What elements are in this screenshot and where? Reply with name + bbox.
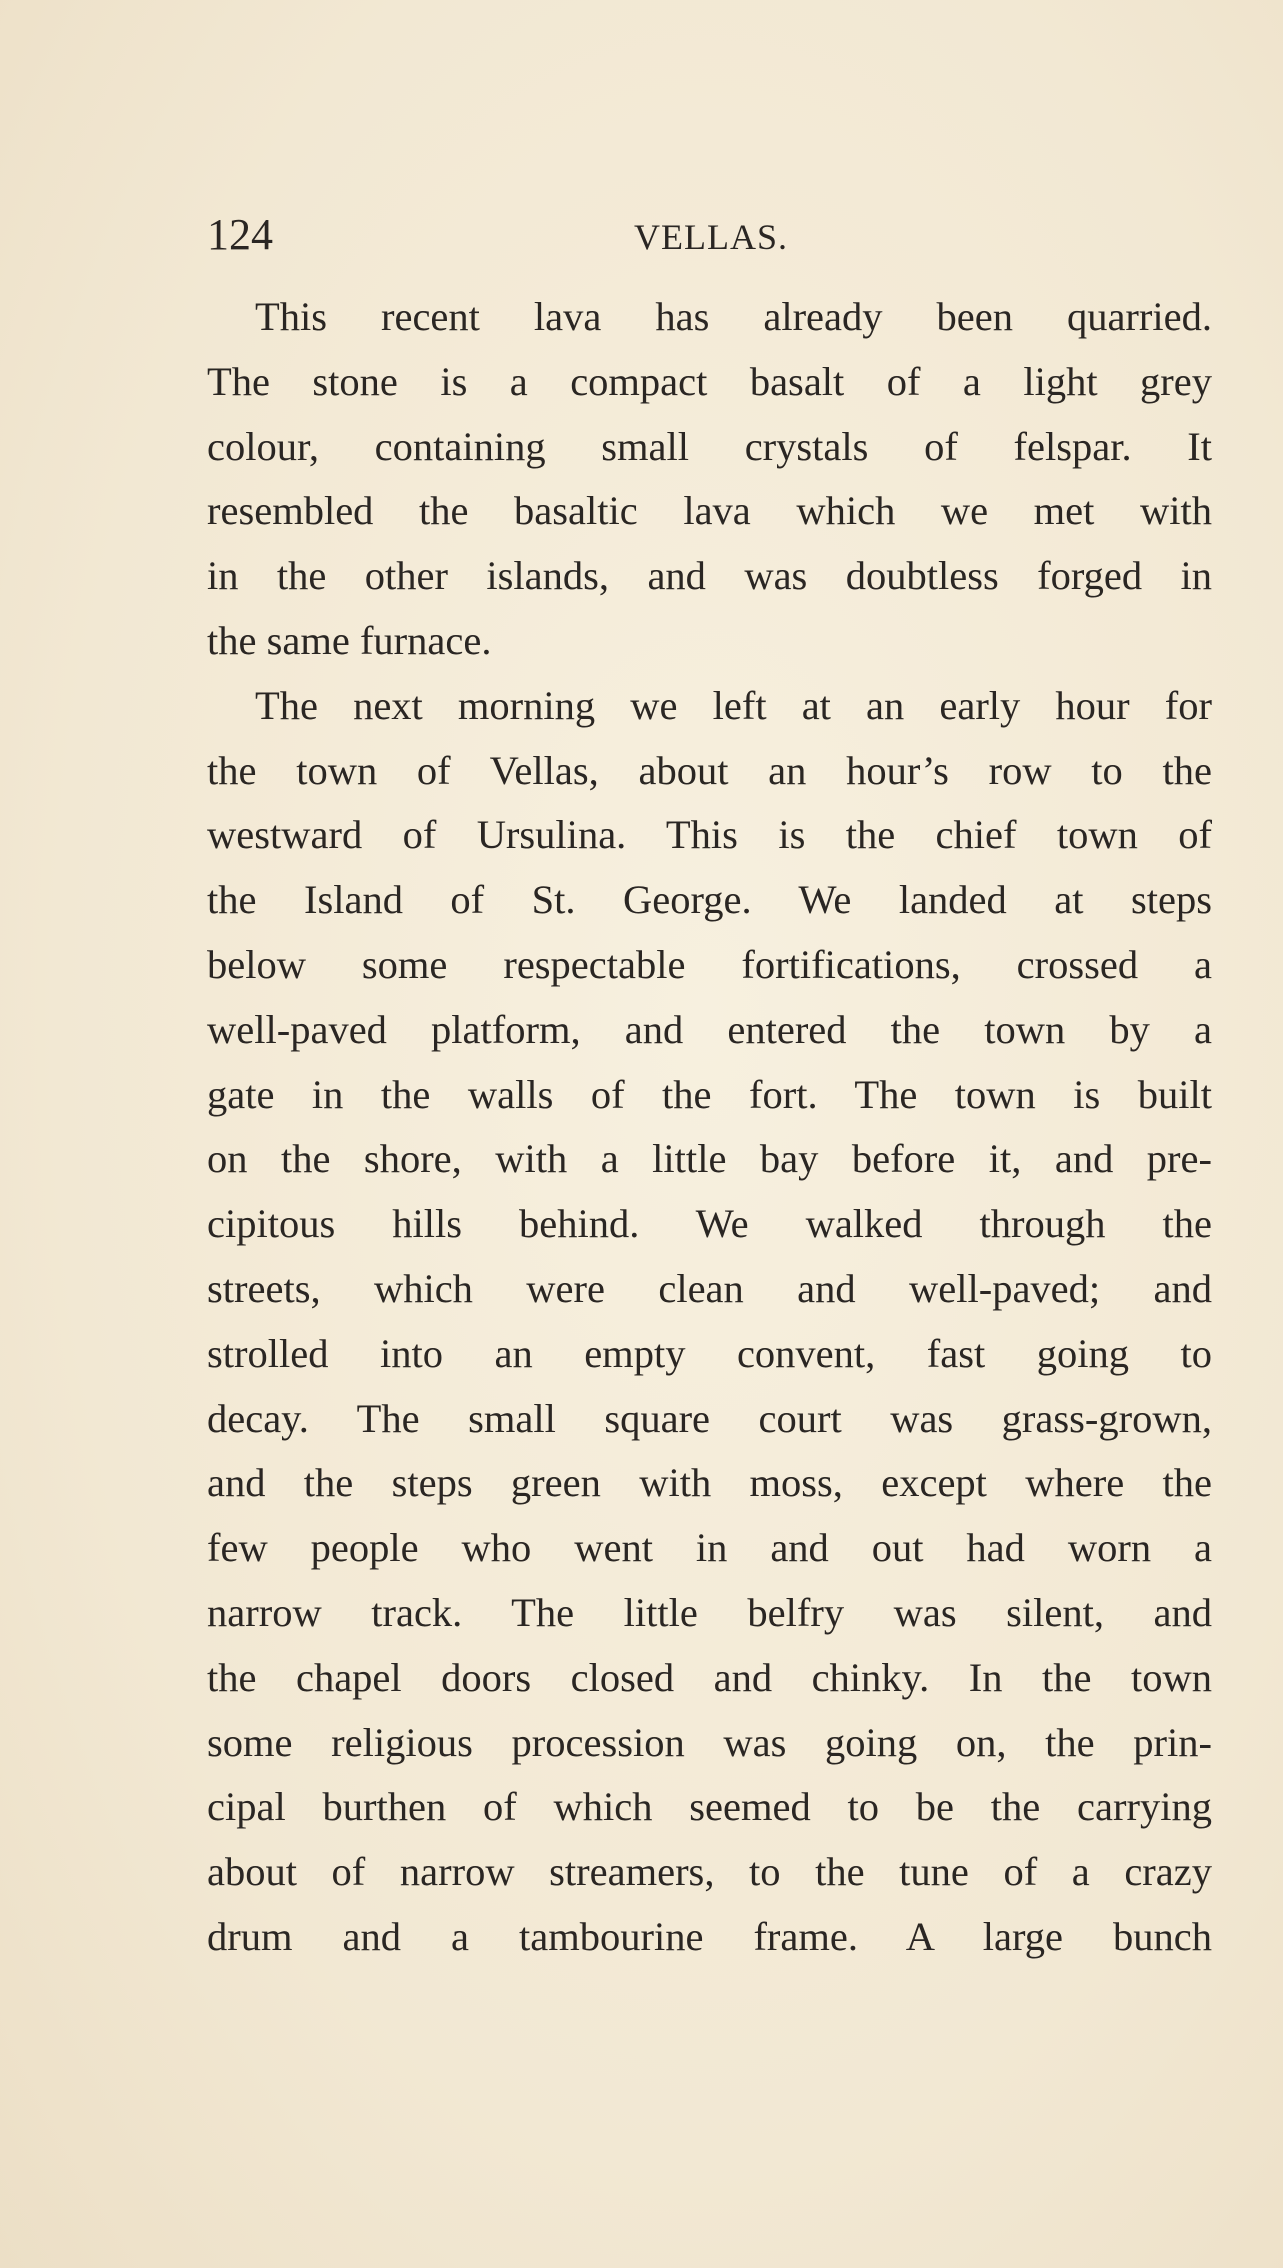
text-line: westward of Ursulina. This is the chief town of: [207, 812, 1212, 858]
text-line: some religious procession was going on, the prin-: [207, 1719, 1212, 1765]
text-line: resembled the basaltic lava which we met with: [207, 488, 1212, 534]
page-number: 124: [207, 210, 273, 259]
text-line: The stone is a compact basalt of a light grey: [207, 358, 1212, 404]
text-line: on the shore, with a little bay before it, and pre-: [207, 1136, 1212, 1182]
text-line: few people who went in and out had worn a: [207, 1525, 1212, 1571]
text-line: gate in the walls of the fort. The town is built: [207, 1071, 1212, 1117]
text-line: strolled into an empty convent, fast going to: [207, 1330, 1212, 1376]
text-line: about of narrow streamers, to the tune of a crazy: [207, 1849, 1212, 1895]
text-line: cipitous hills behind. We walked through the: [207, 1201, 1212, 1247]
running-head: VELLAS.: [634, 217, 788, 257]
text-line: The next morning we left at an early hour for: [255, 682, 1212, 728]
text-line: streets, which were clean and well-paved; and: [207, 1265, 1212, 1311]
text-line: below some respectable fortifications, crossed a: [207, 941, 1212, 987]
text-line: the same furnace.: [207, 617, 492, 663]
text-line: and the steps green with moss, except where the: [207, 1460, 1212, 1506]
text-line: the town of Vellas, about an hour’s row to the: [207, 747, 1212, 793]
page-header: [207, 205, 1207, 265]
text-line: This recent lava has already been quarried.: [255, 294, 1212, 339]
text-line: narrow track. The little belfry was silent, and: [207, 1589, 1212, 1635]
text-line: cipal burthen of which seemed to be the carrying: [207, 1784, 1212, 1830]
text-line: decay. The small square court was grass-grown,: [207, 1395, 1212, 1441]
text-line: drum and a tambourine frame. A large bunch: [207, 1913, 1212, 1959]
text-line: colour, containing small crystals of felspar. It: [207, 423, 1212, 469]
text-line: in the other islands, and was doubtless forged in: [207, 553, 1212, 599]
text-line: the Island of St. George. We landed at steps: [207, 877, 1212, 923]
text-line: the chapel doors closed and chinky. In the town: [207, 1654, 1212, 1700]
body-text: [207, 285, 1212, 1970]
text-line: well-paved platform, and entered the town by a: [207, 1006, 1212, 1052]
